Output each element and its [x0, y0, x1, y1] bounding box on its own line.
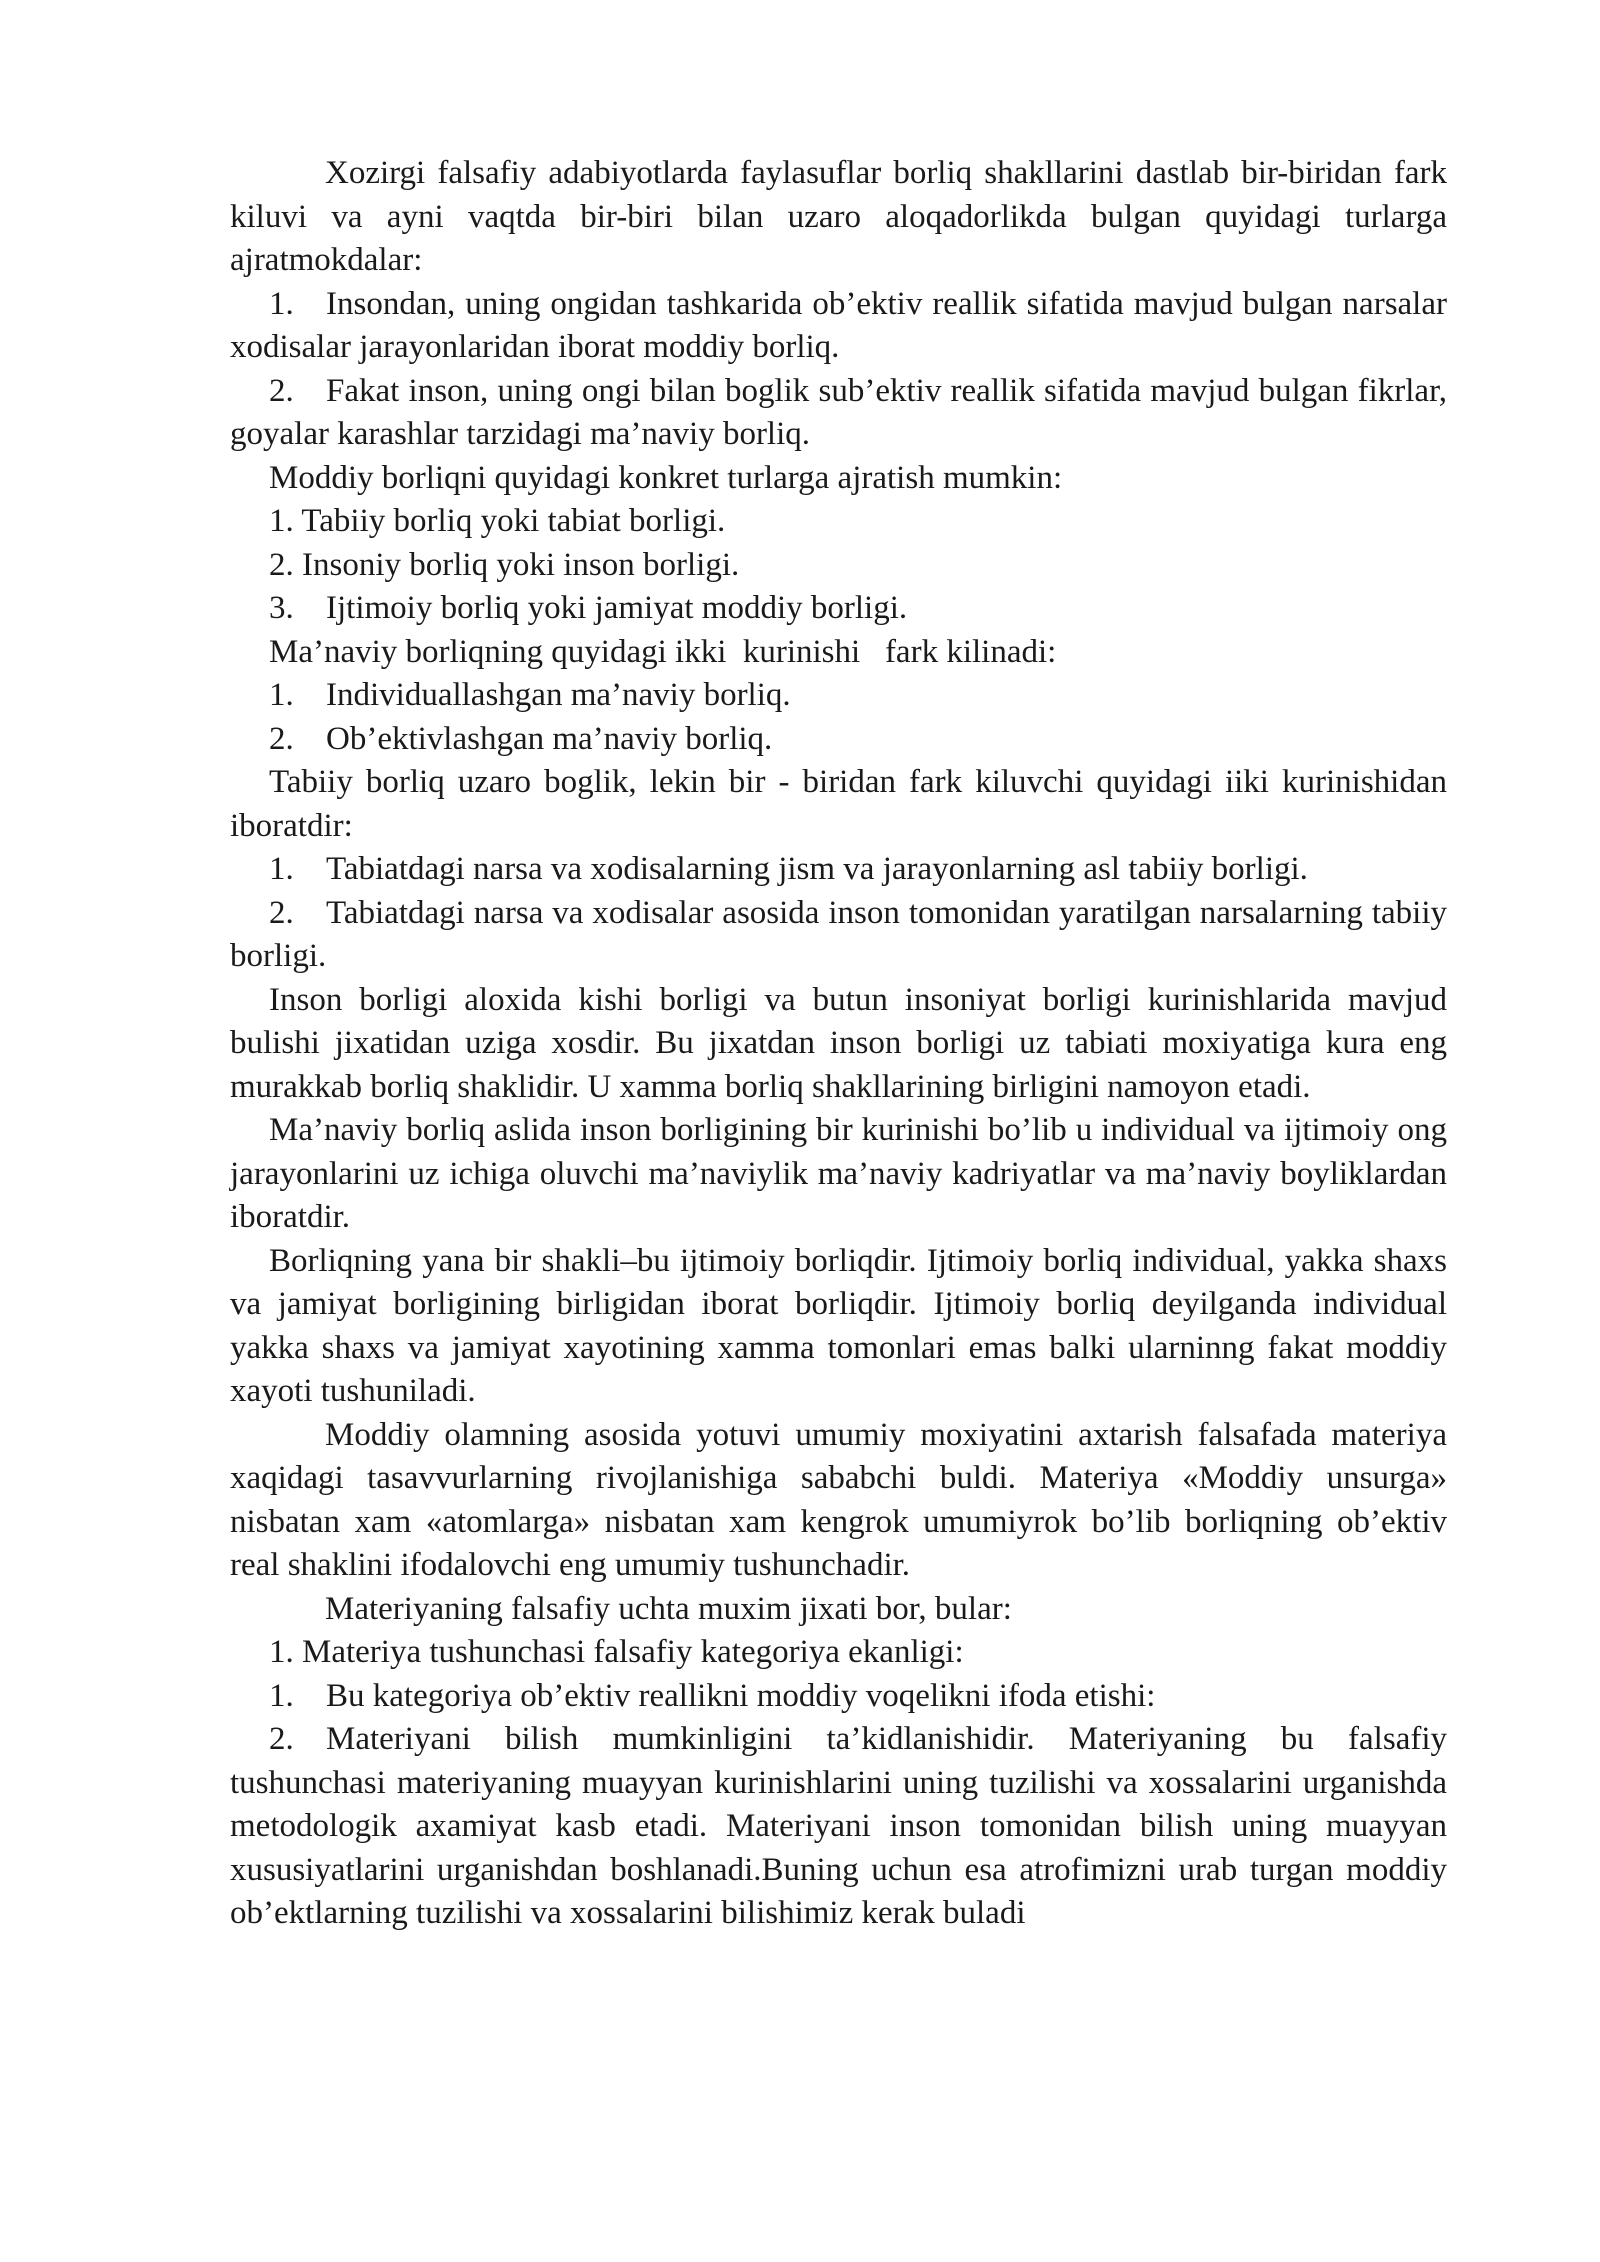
paragraph: [230, 457, 1447, 501]
list-item: [230, 1718, 1447, 1936]
list-item: [230, 718, 1447, 762]
list-number: 2.: [269, 372, 294, 409]
paragraph-text: Moddiy olamning asosida yotuvi umumiy moxiyatini axtarish falsafada materiya xaqidagi tasavvurlarning rivojlanishiga sababchi buldi. Materiya «Moddiy unsurga» nisbatan xam «atomlarga» nisbatan xam kengrok umumiyrok bo’lib borliqning ob’ektiv real shaklini ifodalovchi eng umumiy tushunchadir.: [230, 1416, 1447, 1583]
list-number: 1.: [269, 285, 294, 322]
paragraph-text: Ma’naviy borliq aslida inson borligining bir kurinishi bo’lib u individual va ijtimoiy ong jarayonlarini uz ichiga oluvchi ma’naviylik ma’naviy kadriyatlar va ma’naviy boyliklardan iboratdir.: [230, 1112, 1447, 1235]
paragraph-text: Xozirgi falsafiy adabiyotlarda faylasuflar borliq shakllarini dastlab bir-biridan fark kiluvi va ayni vaqtda bir-biri bilan uzaro aloqadorlikda bulgan quyidagi turlarga ajratmokdalar:: [230, 155, 1447, 278]
paragraph-text: Ma’naviy borliqning quyidagi ikki kurinishi fark kilinadi:: [269, 633, 1057, 670]
list-number: 1.: [269, 1677, 294, 1714]
list-number: 2.: [269, 1721, 294, 1757]
list-text: Ijtimoiy borliq yoki jamiyat moddiy borligi.: [326, 590, 908, 626]
list-text: Fakat inson, uning ongi bilan boglik sub’ektiv reallik sifatida mavjud bulgan fikrlar, goyalar karashlar tarzidagi ma’naviy borliq.: [230, 372, 1447, 452]
paragraph-text: Moddiy borliqni quyidagi konkret turlarga ajratish mumkin:: [269, 459, 1063, 496]
list-text: Bu kategoriya ob’ektiv reallikni moddiy voqelikni ifoda etishi:: [326, 1677, 1156, 1714]
paragraph-text: 2. Insoniy borliq yoki inson borligi.: [269, 546, 740, 583]
paragraph-text: 1. Materiya tushunchasi falsafiy kategoriya ekanligi:: [269, 1634, 964, 1670]
paragraph: [230, 1240, 1447, 1414]
paragraph: [230, 1588, 1447, 1632]
paragraph-text: Materiyaning falsafiy uchta muxim jixati bor, bular:: [325, 1590, 1012, 1627]
list-text: Insondan, uning ongidan tashkarida ob’ektiv reallik sifatida mavjud bulgan narsalar xodisalar jarayonlaridan iborat moddiy borliq.: [230, 285, 1447, 365]
list-text: Tabiatdagi narsa va xodisalar asosida inson tomonidan yaratilgan narsalarning tabiiy borligi.: [230, 894, 1447, 974]
paragraph: [230, 1414, 1447, 1588]
paragraph: [230, 1109, 1447, 1240]
list-text: Individuallashgan ma’naviy borliq.: [326, 677, 791, 713]
list-number: 3.: [269, 590, 294, 626]
paragraph-text: Inson borligi aloxida kishi borligi va butun insoniyat borligi kurinishlarida mavjud bulishi jixatidan uziga xosdir. Bu jixatdan inson borligi uz tabiati moxiyatiga kura eng murakkab borliq shaklidir. U xamma borliq shakllarining birligini namoyon etadi.: [230, 981, 1447, 1105]
list-number: 2.: [269, 720, 294, 757]
list-item: [230, 848, 1447, 892]
list-number: 1.: [269, 851, 294, 887]
list-item: [230, 587, 1447, 631]
paragraph: [230, 979, 1447, 1110]
paragraph-text: Borliqning yana bir shakli–bu ijtimoiy borliqdir. Ijtimoiy borliq individual, yakka shaxs va jamiyat borligining birligidan iborat borliqdir. Ijtimoiy borliq deyilganda individual yakka shaxs va jamiyat xayotining xamma tomonlari emas balki ularninng fakat moddiy xayoti tushuniladi.: [230, 1242, 1447, 1409]
paragraph: [230, 1631, 1447, 1675]
list-item: [230, 283, 1447, 370]
list-text: Ob’ektivlashgan ma’naviy borliq.: [326, 720, 773, 757]
paragraph: [230, 544, 1447, 588]
paragraph-text: Tabiiy borliq uzaro boglik, lekin bir - biridan fark kiluvchi quyidagi iiki kurinishidan iboratdir:: [230, 764, 1447, 844]
list-number: 2.: [269, 894, 294, 931]
paragraph: [230, 500, 1447, 544]
paragraph: [230, 152, 1447, 283]
list-item: [230, 674, 1447, 718]
paragraph-text: 1. Tabiiy borliq yoki tabiat borligi.: [269, 503, 726, 539]
list-item: [230, 892, 1447, 979]
list-item: [230, 1675, 1447, 1719]
paragraph: [230, 761, 1447, 848]
document-page: [230, 152, 1447, 1936]
paragraph: [230, 631, 1447, 675]
list-text: Tabiatdagi narsa va xodisalarning jism va jarayonlarning asl tabiiy borligi.: [326, 851, 1308, 887]
list-number: 1.: [269, 677, 294, 713]
list-text: Materiyani bilish mumkinligini ta’kidlanishidir. Materiyaning bu falsafiy tushunchasi materiyaning muayyan kurinishlarini uning tuzilishi va xossalarini urganishda metodologik axamiyat kasb etadi. Materiyani inson tomonidan bilish uning muayyan xususiyatlarini urganishdan boshlanadi.Buning uchun esa atrofimizni urab turgan moddiy ob’ektlarning tuzilishi va xossalarini bilishimiz kerak buladi: [230, 1721, 1447, 1931]
list-item: [230, 370, 1447, 457]
